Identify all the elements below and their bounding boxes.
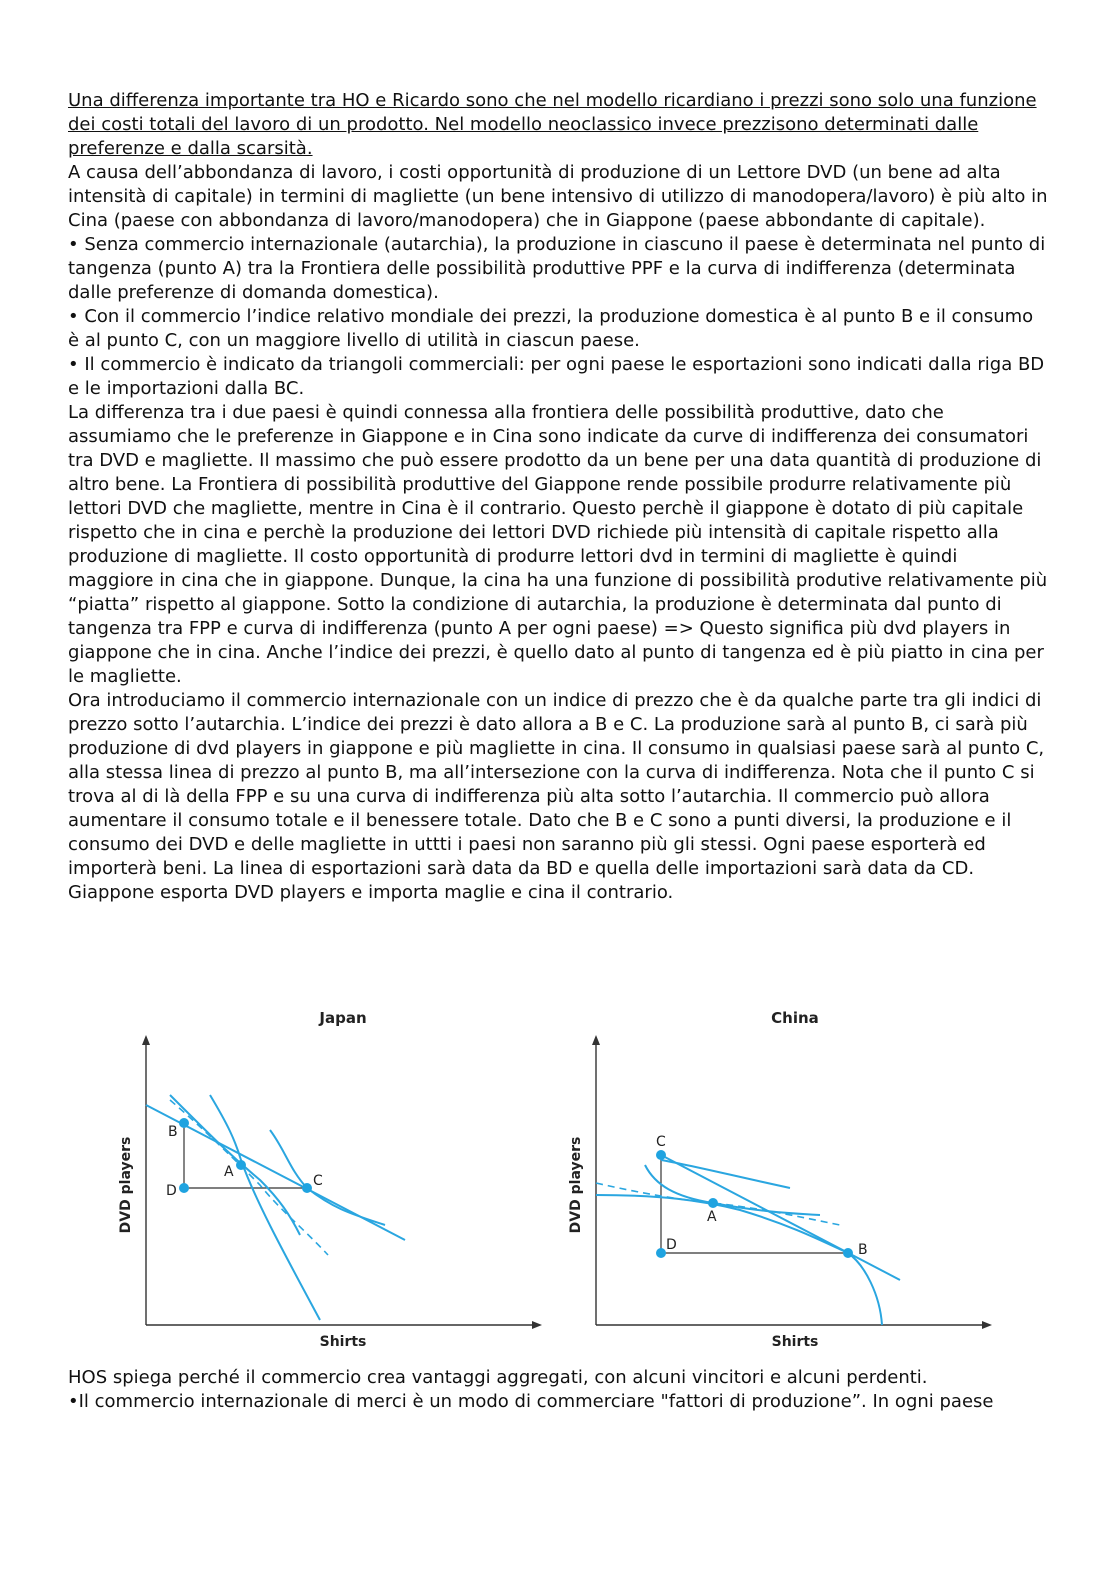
china-label-b: B (858, 1242, 868, 1258)
china-indifference-high (661, 1160, 790, 1188)
bullet-triangles: • Il commercio è indicato da triangoli commerciali: per ogni paese le esportazioni sono indicati dalla riga BD e le importazioni dalla BC. (68, 354, 1045, 399)
japan-point-c (302, 1183, 312, 1193)
china-point-a (708, 1198, 718, 1208)
closing-paragraph-hos: HOS spiega perché il commercio crea vantaggi aggregati, con alcuni vincitori e alcuni perdenti. (68, 1367, 928, 1388)
japan-autarky-price-line (170, 1100, 328, 1255)
china-diagram (560, 1005, 1010, 1355)
china-point-d (656, 1248, 666, 1258)
japan-x-arrow (532, 1321, 542, 1329)
japan-label-b: B (168, 1124, 178, 1140)
japan-label-a: A (224, 1164, 234, 1180)
japan-indifference-low (170, 1095, 300, 1235)
japan-point-a (236, 1160, 246, 1170)
china-ppf (596, 1195, 882, 1325)
bullet-autarchy: • Senza commercio internazionale (autarchia), la produzione in ciascuno il paese è determinata nel punto di tangenza (punto A) tra la Frontiera delle possibilità produttive PPF e la curva di indifferenza (determinata dalle preferenze di domanda domestica). (68, 234, 1046, 303)
china-title: China (771, 1009, 819, 1027)
china-label-c: C (656, 1134, 666, 1150)
china-label-a: A (707, 1209, 717, 1225)
bullet-trade: • Con il commercio l’indice relativo mondiale dei prezzi, la produzione domestica è al punto B e il consumo è al punto C, con un maggiore livello di utilità in ciascun paese. (68, 306, 1034, 351)
main-text (68, 89, 1048, 905)
paragraph-opportunity-cost: A causa dell’abbondanza di lavoro, i costi opportunità di produzione di un Lettore DVD (un bene ad alta intensità di capitale) in termini di magliette (un bene intensivo di utilizzo di manodopera/lavoro) è più alto in Cina (paese con abbondanza di lavoro/manodopera) che in Giappone (paese abbondante di capitale). (68, 162, 1048, 231)
japan-point-d (179, 1183, 189, 1193)
intro-underlined: Una differenza importante tra HO e Ricardo sono che nel modello ricardiano i prezzi sono solo una funzione dei costi totali del lavoro di un prodotto. Nel modello neoclassico invece prezzisono determinati dalle preferenze e dalla scarsità. (68, 90, 1037, 159)
china-trade-line (661, 1155, 900, 1280)
china-y-arrow (592, 1035, 600, 1045)
china-point-b (843, 1248, 853, 1258)
japan-y-label: DVD players (118, 1136, 134, 1234)
japan-y-arrow (142, 1035, 150, 1045)
japan-ppf (210, 1095, 320, 1320)
japan-label-d: D (166, 1183, 177, 1199)
japan-label-c: C (313, 1173, 323, 1189)
japan-title: Japan (319, 1009, 367, 1027)
paragraph-ppf-difference: La differenza tra i due paesi è quindi connessa alla frontiera delle possibilità produttive, dato che assumiamo che le preferenze in Giappone e in Cina sono indicate da curve di indifferenza dei consumatori tra DVD e magliette. Il massimo che può essere prodotto da un bene per una data quantità di produzione di altro bene. La Frontiera di possibilità produttive del Giappone rende possibile produrre relativamente più lettori DVD che magliette, mentre in Cina è il contrario. Questo perchè il giappone è dotato di più capitale rispetto che in cina e perchè la produzione dei lettori DVD richiede più intensità di capitale rispetto alla produzione di magliette. Il costo opportunità di produrre lettori dvd in termini di magliette è quindi maggiore in cina che in giappone. Dunque, la cina ha una funzione di possibilità produtive relativamente più “piatta” rispetto al giappone. Sotto la condizione di autarchia, la produzione è determinata dal punto di tangenza tra FPP e curva di indifferenza (punto A per ogni paese) => Questo significa più dvd players in giappone che in cina. Anche l’indice dei prezzi, è quello dato al punto di tangenza ed è più piatto in cina per le magliette. (68, 402, 1048, 687)
closing-text (68, 1366, 1048, 1414)
china-point-c (656, 1150, 666, 1160)
china-x-arrow (982, 1321, 992, 1329)
china-x-label: Shirts (771, 1334, 819, 1350)
japan-x-label: Shirts (319, 1334, 367, 1350)
china-label-d: D (666, 1237, 677, 1253)
paragraph-international-trade: Ora introduciamo il commercio internazionale con un indice di prezzo che è da qualche parte tra gli indici di prezzo sotto l’autarchia. L’indice dei prezzi è dato allora a B e C. La produzione sarà al punto B, ci sarà più produzione di dvd players in giappone e più magliette in cina. Il consumo in qualsiasi paese sarà al punto C, alla stessa linea di prezzo al punto B, ma all’intersezione con la curva di indifferenza. Nota che il punto C si trova al di là della FPP e su una curva di indifferenza più alta sotto l’autarchia. Il commercio può allora aumentare il consumo totale e il benessere totale. Dato che B e C sono a punti diversi, la produzione e il consumo dei DVD e delle magliette in uttti i paesi non saranno più gli stessi. Ogni paese esporterà ed importerà beni. La linea di esportazioni sarà data da BD e quella delle importazioni sarà data da CD. Giappone esporta DVD players e importa maglie e cina il contrario. (68, 690, 1045, 903)
japan-diagram (110, 1005, 560, 1355)
closing-bullet-factors: •Il commercio internazionale di merci è un modo di commerciare "fattori di produzione”. In ogni paese (68, 1391, 994, 1412)
china-y-label: DVD players (568, 1136, 584, 1234)
japan-point-b (179, 1118, 189, 1128)
